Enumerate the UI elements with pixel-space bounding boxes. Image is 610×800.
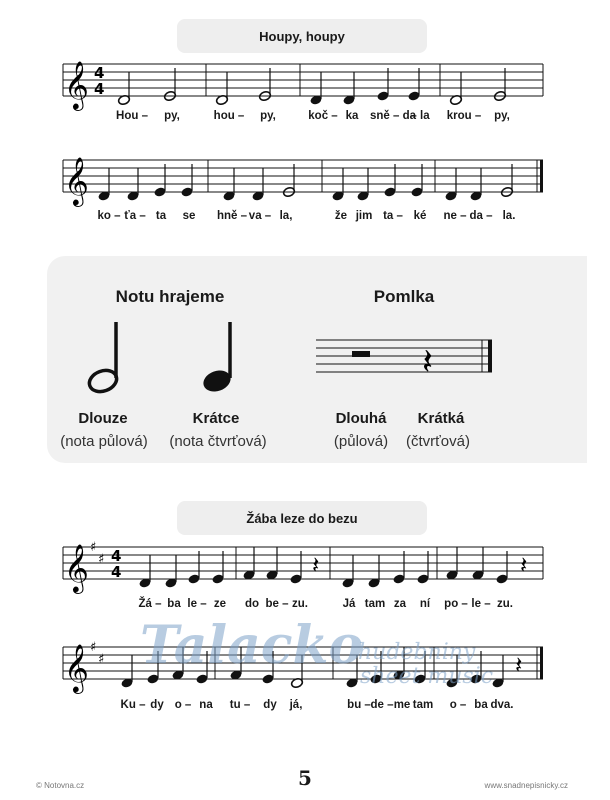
lyric-syllable: Hou – (116, 110, 148, 122)
lyrics-line-3 (0, 598, 610, 614)
lyric-syllable: ne – (443, 210, 467, 222)
lyric-syllable: tam (364, 598, 386, 610)
lyric-syllable: ta (155, 210, 167, 222)
lyric-syllable: koč – (308, 110, 338, 122)
lyric-syllable: o – (449, 699, 467, 711)
half-note-icon (86, 322, 119, 395)
page-number: 5 (298, 766, 312, 790)
short-label: Krátce (192, 410, 240, 427)
lyric-syllable: dy (150, 699, 164, 711)
lyric-syllable: zu. (497, 598, 513, 610)
lyric-syllable: na (199, 699, 213, 711)
quarter-rest-icon: 𝄽 (520, 551, 528, 579)
lyric-syllable: se (182, 210, 196, 222)
lyric-syllable: de – (370, 699, 394, 711)
sharp-c-icon: ♯ (98, 552, 105, 567)
lyric-syllable: le – (471, 598, 491, 610)
lyric-syllable: po – (444, 598, 468, 610)
song-title-houpy (177, 19, 427, 53)
long-label: Dlouze (78, 410, 128, 427)
lyric-syllable: krou – (446, 110, 482, 122)
rest-heading: Pomlka (373, 287, 435, 306)
treble-clef-icon: 𝄞 (64, 543, 89, 592)
lyric-syllable: – la (410, 110, 430, 122)
lyrics-line-1 (0, 110, 610, 126)
time-signature-bottom: 4 (111, 563, 122, 581)
quarter-rest-icon: 𝄽 (422, 342, 434, 383)
lyric-syllable: ba (474, 699, 488, 711)
sharp-f-icon: ♯ (90, 640, 97, 655)
lyric-syllable: jim (355, 210, 373, 222)
lyric-syllable: ka (345, 110, 359, 122)
rest-staff (316, 340, 492, 372)
lyric-syllable: já, (289, 699, 303, 711)
quarter-rest-icon: 𝄽 (312, 551, 320, 579)
quarter-note-icon (200, 322, 233, 395)
quarter-rest-icon: 𝄽 (515, 651, 523, 679)
footer-copyright: © Notovna.cz (36, 781, 85, 790)
staff-2 (0, 146, 610, 216)
treble-clef-icon: 𝄞 (64, 156, 89, 205)
lyric-syllable: hně – (216, 210, 248, 222)
lyric-syllable: Žá – (138, 598, 162, 610)
lyric-syllable: py, (260, 110, 276, 122)
long-sub: (nota půlová) (60, 433, 148, 450)
lyric-syllable: tu – (229, 699, 251, 711)
time-signature-top: 4 (111, 547, 122, 565)
rest-short-label: Krátká (417, 410, 465, 427)
lyric-syllable: Ku – (120, 699, 146, 711)
footer-website: www.snadnepisnicky.cz (484, 781, 568, 790)
lyric-syllable: be – (265, 598, 289, 610)
panel-illustrations (0, 310, 610, 400)
lyric-syllable: ba (167, 598, 181, 610)
lyric-syllable: ké (413, 210, 427, 222)
half-rest-icon (352, 351, 370, 357)
lyric-syllable: va – (248, 210, 272, 222)
song-title-text: Houpy, houpy (259, 28, 345, 44)
short-sub: (nota čtvrťová) (169, 433, 267, 450)
treble-clef-icon: 𝄞 (64, 60, 89, 109)
lyric-syllable: tam (412, 699, 434, 711)
lyric-syllable: bu – (347, 699, 371, 711)
watermark-line-2: sheet music (360, 664, 494, 689)
lyrics-line-4 (0, 699, 610, 715)
lyric-syllable: la, (279, 210, 293, 222)
lyric-syllable: ní (419, 598, 431, 610)
lyric-syllable: o – (174, 699, 192, 711)
lyric-syllable: ta – (383, 210, 403, 222)
lyric-syllable: sně – da (369, 110, 417, 122)
time-signature-top: 4 (94, 64, 105, 82)
song-title-zaba (177, 501, 427, 535)
rest-long-sub: (půlová) (333, 433, 389, 450)
lyric-syllable: do (244, 598, 260, 610)
lyric-syllable: ze (213, 598, 227, 610)
sharp-c-icon: ♯ (98, 652, 105, 667)
sharp-f-icon: ♯ (90, 540, 97, 555)
watermark-line-1: hudebniny (358, 640, 476, 665)
lyric-syllable: hou – (213, 110, 245, 122)
lyric-syllable: ko – (97, 210, 121, 222)
lyric-syllable: py, (494, 110, 510, 122)
lyric-syllable: le – (187, 598, 207, 610)
lyric-syllable: me (393, 699, 411, 711)
lyric-syllable: da – (469, 210, 493, 222)
play-heading: Notu hrajeme (115, 287, 225, 306)
lyric-syllable: že (334, 210, 348, 222)
lyric-syllable: la. (502, 210, 516, 222)
lyrics-line-2 (0, 210, 610, 226)
lyric-syllable: ťa – (124, 210, 146, 222)
lyric-syllable: dva. (490, 699, 514, 711)
lyric-syllable: dy (263, 699, 277, 711)
song-title-text: Žába leze do bezu (246, 510, 358, 526)
watermark-logo: Talacko (140, 615, 364, 676)
staff-3 (0, 533, 610, 603)
lyric-syllable: py, (164, 110, 180, 122)
lyric-syllable: zu. (292, 598, 308, 610)
rest-short-sub: (čtvrťová) (406, 433, 470, 450)
rest-long-label: Dlouhá (335, 410, 387, 427)
time-signature-bottom: 4 (94, 80, 105, 98)
lyric-syllable: Já (342, 598, 356, 610)
lyric-syllable: za (393, 598, 407, 610)
treble-clef-icon: 𝄞 (64, 643, 89, 692)
